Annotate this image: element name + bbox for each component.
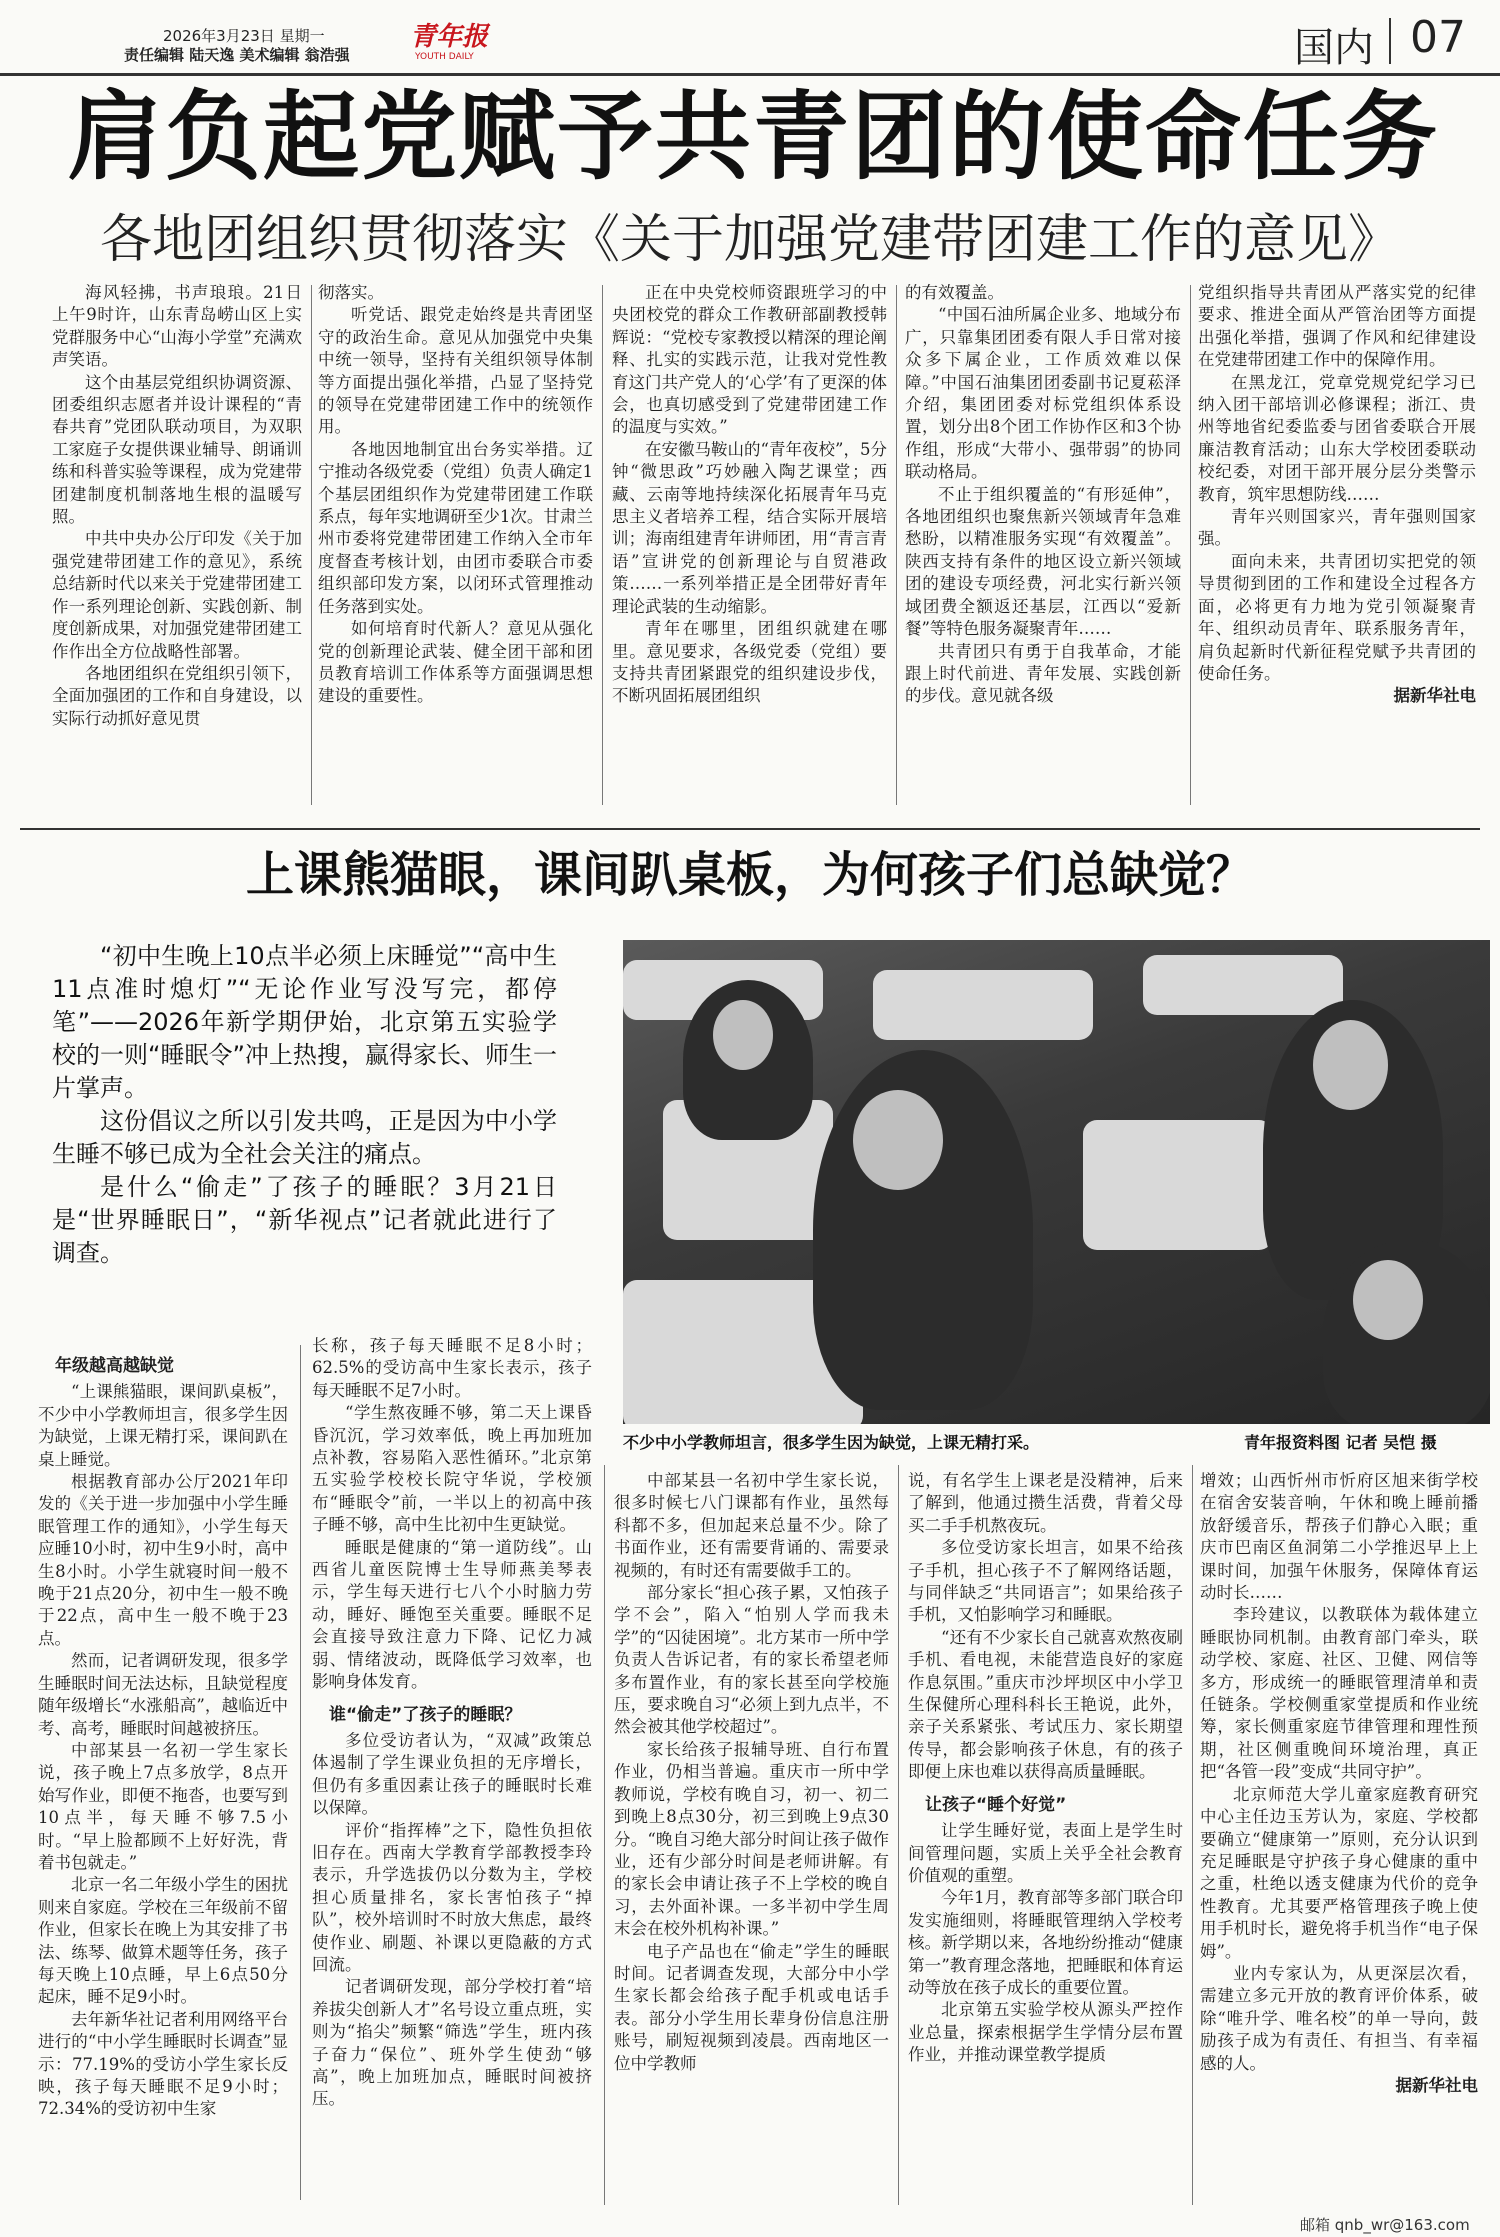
student-face bbox=[1313, 1020, 1388, 1110]
article1-headline: 肩负起党赋予共青团的使命任务 bbox=[67, 81, 1439, 193]
paragraph: 的有效覆盖。 bbox=[905, 283, 1004, 302]
header-rule bbox=[0, 73, 1500, 76]
paragraph: 在安徽马鞍山的“青年夜校”，5分钟“微思政”巧妙融入陶艺课堂；西藏、云南等地持续深化拓展青年马克思主义者培养工程，结合实际开展培训；海南组建青年讲师团，用“青言青语”宣讲党的创新理论与自贸港政策……一系列举措正是全团带好青年理论武装的生动缩影。 bbox=[612, 439, 887, 616]
paragraph: 然而，记者调研发现，很多学生睡眠时间无法达标，且缺觉程度随年级增长“水涨船高”，越临近中考、高考，睡眠时间越被挤压。 bbox=[38, 1651, 288, 1738]
paragraph: 彻落实。 bbox=[318, 283, 384, 302]
paragraph: 共青团只有勇于自我革命，才能跟上时代前进、青年发展、实践创新的步伐。意见就各级 bbox=[905, 641, 1181, 706]
paragraph: 根据教育部办公厅2021年印发的《关于进一步加强中小学生睡眠管理工作的通知》，小学生每天应睡10小时，初中生9小时，高中生8小时。小学生就寝时间一般不晚于21点20分，初中生一般不晚于22点，高中生一般不晚于23点。 bbox=[38, 1472, 288, 1648]
paragraph: 青年在哪里，团组织就建在哪里。意见要求，各级党委（党组）要支持共青团紧跟党的组织建设步伐，不断巩固拓展团组织 bbox=[612, 619, 887, 706]
paragraph: 去年新华社记者利用网络平台进行的“中小学生睡眠时长调查”显示：77.19%的受访小学生家长反映，孩子每天睡眠不足9小时；72.34%的受访初中生家 bbox=[38, 2009, 288, 2119]
paragraph: 说，有名学生上课老是没精神，后来了解到，他通过攒生活费，背着父母买二手手机熬夜玩。 bbox=[908, 1471, 1183, 1535]
paragraph: 多位受访家长坦言，如果不给孩子手机，担心孩子不了解网络话题，与同伴缺乏“共同语言”；如果给孩子手机，又怕影响学习和睡眠。 bbox=[908, 1538, 1183, 1625]
paragraph: “还有不少家长自己就喜欢熬夜刷手机、看电视，未能营造良好的家庭作息氛围。”重庆市沙坪坝区中小学卫生保健所心理科科长王艳说，此外，亲子关系紧张、考试压力、家长期望传导，都会影响孩子休息，有的孩子即便上床也难以获得高质量睡眠。 bbox=[908, 1627, 1183, 1782]
article1-column-3 bbox=[612, 282, 887, 812]
editors-credit: 责任编辑 陆天逸 美术编辑 翁浩强 bbox=[124, 46, 350, 64]
article1-column-5 bbox=[1198, 282, 1476, 822]
paragraph: 青年兴则国家兴，青年强则国家强。 bbox=[1198, 507, 1476, 549]
paragraph: 面向未来，共青团切实把党的领导贯彻到团的工作和建设全过程各方面，必将更有力地为党引领凝聚青年、组织动员青年、联系服务青年，肩负起新时代新征程党赋予共青团的使命任务。 bbox=[1198, 551, 1476, 683]
article1-column-4 bbox=[905, 282, 1181, 812]
section-name: 国内 bbox=[1294, 25, 1374, 71]
column-rule bbox=[1192, 1465, 1193, 2205]
paragraph: 长称，孩子每天睡眠不足8小时；62.5%的受访高中生家长表示，孩子每天睡眠不足7小时。 bbox=[312, 1336, 592, 1400]
student-face bbox=[1353, 1260, 1423, 1340]
column-rule bbox=[896, 285, 897, 805]
newspaper-logo: 青年报 bbox=[410, 22, 489, 52]
paragraph: “上课熊猫眼，课间趴桌板”，不少中小学教师坦言，很多学生因为缺觉，上课无精打采，课间趴在桌上睡觉。 bbox=[38, 1382, 288, 1469]
classroom-photo bbox=[623, 940, 1490, 1424]
paragraph: 睡眠是健康的“第一道防线”。山西省儿童医院博士生导师燕美琴表示，学生每天进行七八个小时脑力劳动，睡好、睡饱至关重要。睡眠不足会直接导致注意力下降、记忆力减弱、情绪波动，既降低学习效率，也影响身体发育。 bbox=[312, 1537, 592, 1692]
paragraph: 不止于组织覆盖的“有形延伸”，各地团组织也聚焦新兴领域青年急难愁盼，以精准服务实现“有效覆盖”。陕西支持有条件的地区设立新兴领域团的建设专项经费，河北实行新兴领域团费全额返还基层，江西以“爱新餐”等特色服务凝聚青年…… bbox=[905, 484, 1181, 639]
paragraph: 各地团组织在党组织引领下，全面加强团的工作和自身建设，以实际行动抓好意见贯 bbox=[52, 663, 302, 728]
paragraph: 今年1月，教育部等多部门联合印发实施细则，将睡眠管理纳入学校考核。新学期以来，各地纷纷推动“健康第一”教育理念落地，把睡眠和体育运动等放在孩子成长的重要位置。 bbox=[908, 1888, 1183, 1997]
column-rule bbox=[602, 285, 603, 805]
lead-paragraph: “初中生晚上10点半必须上床睡觉”“高中生11点准时熄灯”“无论作业写没写完，都停笔”——2026年新学期伊始，北京第五实验学校的一则“睡眠令”冲上热搜，赢得家长、师生一片掌声。 bbox=[52, 942, 557, 1102]
paragraph: 评价“指挥棒”之下，隐性负担依旧存在。西南大学教育学部教授李玲表示，升学选拔仍以分数为主，学校担心质量排名，家长害怕孩子“掉队”，校外培训时不时放大焦虑，最终使作业、刷题、补课以更隐蔽的方式回流。 bbox=[312, 1820, 592, 1974]
paragraph: 正在中央党校师资跟班学习的中央团校党的群众工作教研部副教授韩辉说：“党校专家教授以精深的理论阐释、扎实的实践示范，让我对党性教育这门共产党人的‘心学’有了更深的体会，也真切感受到了党建带团建工作的温度与实效。” bbox=[612, 283, 887, 437]
article2-column-3 bbox=[614, 1470, 889, 2205]
article2-column-1 bbox=[38, 1345, 288, 2203]
newspaper-logo-sub: YOUTH DAILY bbox=[415, 52, 474, 62]
photo-caption: 不少中小学教师坦言，很多学生因为缺觉，上课无精打采。 bbox=[623, 1433, 1040, 1452]
section-divider bbox=[1389, 18, 1391, 64]
auditorium-seat bbox=[1083, 1120, 1273, 1250]
paragraph: 部分家长“担心孩子累，又怕孩子学不会”，陷入“怕别人学而我未学”的“囚徒困境”。北方某市一所中学负责人告诉记者，有的家长希望老师多布置作业，有的家长甚至向学校施压，要求晚自习“必须上到九点半，不然会被其他学校超过”。 bbox=[614, 1583, 889, 1737]
paragraph: 这个由基层党组织协调资源、团委组织志愿者并设计课程的“青春共育”党团队联动项目，为双职工家庭子女提供课业辅导、朗诵训练和科普实验等课程，成为党建带团建制度机制落地生根的温暖写照。 bbox=[52, 372, 302, 527]
paragraph: 李玲建议，以教联体为载体建立睡眠协同机制。由教育部门牵头，联动学校、家庭、社区、卫健、网信等多方，形成统一的睡眠管理清单和责任链条。学校侧重家堂提质和作业统筹，家长侧重家庭节律管理和理性预期，社区侧重晚间环境治理，真正把“各管一段”变成“共同守护”。 bbox=[1200, 1605, 1478, 1782]
section-subheading: 谁“偷走”了孩子的睡眠？ bbox=[329, 1704, 522, 1725]
lead-paragraph: 是什么“偷走”了孩子的睡眠？3月21日是“世界睡眠日”，“新华视点”记者就此进行了调查。 bbox=[52, 1173, 557, 1267]
paragraph: 业内专家认为，从更深层次看，需建立多元开放的教育评价体系，破除“唯升学、唯名校”的单一导向，鼓励孩子成为有责任、有担当、有幸福感的人。 bbox=[1200, 1963, 1478, 2073]
paragraph: 多位受访者认为，“双减”政策总体遏制了学生课业负担的无序增长，但仍有多重因素让孩子的睡眠时长难以保障。 bbox=[312, 1730, 592, 1818]
lead-paragraph: 这份倡议之所以引发共鸣，正是因为中小学生睡不够已成为全社会关注的痛点。 bbox=[52, 1107, 557, 1168]
column-rule bbox=[311, 285, 312, 805]
article-separator bbox=[20, 828, 1480, 830]
article1-column-1 bbox=[52, 282, 302, 812]
article1-source: 据新华社电 bbox=[1393, 686, 1476, 706]
issue-date: 2026年3月23日 星期一 bbox=[163, 27, 325, 45]
article2-column-5 bbox=[1200, 1470, 1478, 2210]
page-number: 07 bbox=[1410, 12, 1466, 63]
section-subheading: 年级越高越缺觉 bbox=[55, 1356, 174, 1376]
article2-headline: 上课熊猫眼，课间趴桌板，为何孩子们总缺觉？ bbox=[245, 847, 1254, 903]
paragraph: 中共中央办公厅印发《关于加强党建带团建工作的意见》，系统总结新时代以来关于党建带团建工作一系列理论创新、实践创新、制度创新成果，对加强党建带团建工作作出全方位战略性部署。 bbox=[52, 529, 302, 661]
paragraph: 在黑龙江，党章党规党纪学习已纳入团干部培训必修课程；浙江、贵州等地省纪委监委与团省委联合开展廉洁教育活动；山东大学校团委联动校纪委，对团干部开展分层分类警示教育，筑牢思想防线…… bbox=[1198, 372, 1476, 504]
article1-column-2 bbox=[318, 282, 593, 812]
paragraph: 中部某县一名初中学生家长说，很多时候七八门课都有作业，虽然每科都不多，但加起来总量不少。除了书面作业，还有需要背诵的、需要录视频的，有时还有需要做手工的。 bbox=[614, 1471, 889, 1580]
paragraph: 各地因地制宜出台务实举措。辽宁推动各级党委（党组）负责人确定1个基层团组织作为党建带团建工作联系点，每年实地调研至少1次。甘肃兰州市委将党建带团建工作纳入全市年度督查考核计划，由团市委联合市委组织部印发方案，以闭环式管理推动任务落到实处。 bbox=[318, 439, 593, 616]
paragraph: “中国石油所属企业多、地域分布广，只靠集团团委有限人手日常对接众多下属企业，工作质效难以保障。”中国石油集团团委副书记夏菘泽介绍，集团团委对标党组织体系设置，划分出8个团工作协作区和3个协作组，形成“大带小、强带弱”的协同联动格局。 bbox=[905, 305, 1181, 482]
article2-column-2 bbox=[312, 1335, 592, 2205]
column-rule bbox=[604, 1465, 605, 2205]
footer-email: 邮箱 qnb_wr@163.com bbox=[1300, 2216, 1470, 2234]
auditorium-seat bbox=[873, 970, 1093, 1040]
article2-column-4 bbox=[908, 1470, 1183, 2205]
paragraph: 家长给孩子报辅导班、自行布置作业，仍相当普遍。重庆市一所中学教师说，学校有晚自习，初一、初二到晚上8点30分，初三到晚上9点30分。“晚自习绝大部分时间让孩子做作业，还有少部分时间是老师讲解。有的家长会申请让孩子不上学校的晚自习，去外面补课。一多半初中学生周末会在校外机构补课。” bbox=[614, 1739, 889, 1939]
article2-source: 据新华社电 bbox=[1395, 2075, 1478, 2095]
paragraph: 党组织指导共青团从严落实党的纪律要求、推进全面从严管治团等方面提出强化举措，强调了作风和纪律建设在党建带团建工作中的保障作用。 bbox=[1198, 283, 1476, 370]
paragraph: 记者调研发现，部分学校打着“培养拔尖创新人才”名号设立重点班，实则为“掐尖”频繁“筛选”学生，班内孩子奋力“保位”、班外学生使劲“够高”，晚上加班加点，睡眠时间被挤压。 bbox=[312, 1977, 592, 2109]
paragraph: 增效；山西忻州市忻府区旭来街学校在宿舍安装音响，午休和晚上睡前播放舒缓音乐，帮孩子们静心入眠；重庆市巴南区鱼洞第二小学推迟早上上课时间，加强午休服务，保障体育运动时长…… bbox=[1200, 1471, 1478, 1603]
paragraph: “学生熬夜睡不够，第二天上课昏昏沉沉，学习效率低，晚上再加班加点补教，容易陷入恶性循环。”北京第五实验学校校长院守华说，学校颁布“睡眠令”前，一半以上的初高中孩子睡不够，高中生比初中生更缺觉。 bbox=[312, 1403, 592, 1535]
paragraph: 海风轻拂，书声琅琅。21日上午9时许，山东青岛崂山区上实党群服务中心“山海小学堂”充满欢声笑语。 bbox=[52, 283, 302, 370]
column-rule bbox=[300, 1345, 301, 2200]
paragraph: 听党话、跟党走始终是共青团坚守的政治生命。意见从加强党中央集中统一领导，坚持有关组织领导体制等方面提出强化举措，凸显了坚持党的领导在党建带团建工作中的统领作用。 bbox=[318, 305, 593, 437]
student-face bbox=[853, 1090, 943, 1190]
paragraph: 中部某县一名初一学生家长说，孩子晚上7点多放学，8点开始写作业，即便不拖沓，也要写到10点半，每天睡不够7.5小时。“早上脸都顾不上好好洗，背着书包就走。” bbox=[38, 1740, 288, 1872]
article1-subheadline: 各地团组织贯彻落实《关于加强党建带团建工作的意见》 bbox=[99, 210, 1400, 270]
paragraph: 让学生睡好觉，表面上是学生时间管理问题，实质上关乎全社会教育价值观的重塑。 bbox=[908, 1821, 1183, 1885]
student-face bbox=[713, 1000, 773, 1070]
masthead bbox=[0, 0, 1500, 80]
paragraph: 电子产品也在“偷走”学生的睡眠时间。记者调查发现，大部分中小学生家长都会给孩子配手机或电话手表。部分小学生用长辈身份信息注册账号，刷短视频到凌晨。西南地区一位中学教师 bbox=[614, 1941, 889, 2073]
article2-lead bbox=[52, 940, 557, 1270]
photo-credit: 青年报资料图 记者 吴恺 摄 bbox=[1244, 1433, 1437, 1452]
paragraph: 如何培育时代新人？意见从强化党的创新理论武装、健全团干部和团员教育培训工作体系等方面强调思想建设的重要性。 bbox=[318, 619, 593, 706]
paragraph: 北京第五实验学校从源头严控作业总量，探索根据学生学情分层布置作业，并推动课堂教学提质 bbox=[908, 2000, 1183, 2065]
column-rule bbox=[1190, 285, 1191, 805]
paragraph: 北京一名二年级小学生的困扰则来自家庭。学校在三年级前不留作业，但家长在晚上为其安排了书法、练琴、做算术题等任务，孩子每天晚上10点睡，早上6点50分起床，睡不足9小时。 bbox=[38, 1875, 288, 2007]
auditorium-seat bbox=[1143, 955, 1343, 1015]
column-rule bbox=[898, 1465, 899, 2205]
section-subheading: 让孩子“睡个好觉” bbox=[925, 1794, 1067, 1815]
paragraph: 北京师范大学儿童家庭教育研究中心主任边玉芳认为，家庭、学校都要确立“健康第一”原则，充分认识到充足睡眠是守护孩子身心健康的重中之重，杜绝以透支健康为代价的竞争性教育。尤其要严格管理孩子晚上使用手机时长，避免将手机当作“电子保姆”。 bbox=[1200, 1784, 1478, 1961]
